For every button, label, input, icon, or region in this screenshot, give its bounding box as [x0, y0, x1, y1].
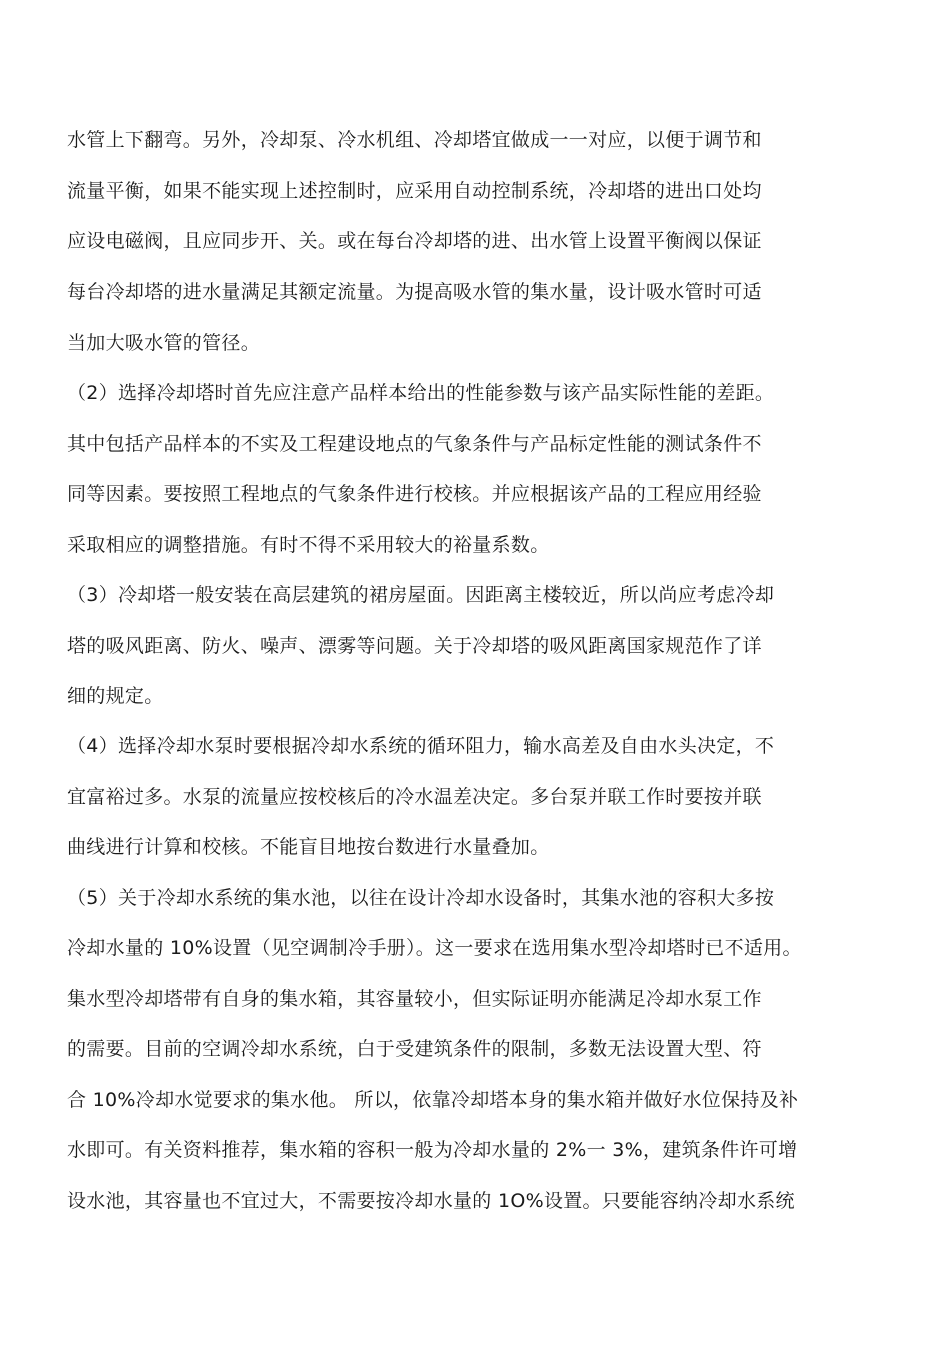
paragraph-line: （2）选择冷却塔时首先应注意产品样本给出的性能参数与该产品实际性能的差距。: [67, 382, 775, 404]
paragraph-line: 每台冷却塔的进水量满足其额定流量。为提高吸水管的集水量，设计吸水管时可适: [67, 281, 762, 303]
paragraph-line: 设水池，其容量也不宜过大，不需要按冷却水量的 1O%设置。只要能容纳冷却水系统: [67, 1190, 795, 1212]
paragraph-line: 同等因素。要按照工程地点的气象条件进行校核。并应根据该产品的工程应用经验: [67, 483, 762, 505]
paragraph-line: 细的规定。: [67, 685, 164, 707]
paragraph-line: 其中包括产品样本的不实及工程建设地点的气象条件与产品标定性能的测试条件不: [67, 433, 762, 455]
paragraph-line: 的需要。目前的空调冷却水系统，白于受建筑条件的限制，多数无法设置大型、符: [67, 1038, 762, 1060]
paragraph-line: 应设电磁阀，且应同步开、关。或在每台冷却塔的进、出水管上设置平衡阀以保证: [67, 230, 762, 252]
paragraph-line: 水管上下翻弯。另外，冷却泵、冷水机组、冷却塔宜做成一一对应，以便于调节和: [67, 129, 762, 151]
paragraph-line: 水即可。有关资料推荐，集水箱的容积一般为冷却水量的 2%一 3%，建筑条件许可增: [67, 1139, 798, 1161]
paragraph-line: 流量平衡，如果不能实现上述控制时，应采用自动控制系统，冷却塔的进出口处均: [67, 180, 762, 202]
paragraph-line: 当加大吸水管的管径。: [67, 332, 261, 354]
paragraph-line: 采取相应的调整措施。有时不得不采用较大的裕量系数。: [67, 534, 550, 556]
paragraph-line: 塔的吸风距离、防火、噪声、漂雾等问题。关于冷却塔的吸风距离国家规范作了详: [67, 635, 762, 657]
paragraph-line: 曲线进行计算和校核。不能盲目地按台数进行水量叠加。: [67, 836, 550, 858]
paragraph-line: 冷却水量的 10%设置（见空调制冷手册）。这一要求在选用集水型冷却塔时已不适用。: [67, 937, 802, 959]
paragraph-line: （5）关于冷却水系统的集水池，以往在设计冷却水设备时，其集水池的容积大多按: [67, 887, 775, 909]
paragraph-line: （4）选择冷却水泵时要根据冷却水系统的循环阻力，输水高差及自由水头决定，不: [67, 735, 775, 757]
paragraph-line: （3）冷却塔一般安装在高层建筑的裙房屋面。因距离主楼较近，所以尚应考虑冷却: [67, 584, 775, 606]
paragraph-line: 集水型冷却塔带有自身的集水箱，其容量较小，但实际证明亦能满足冷却水泵工作: [67, 988, 762, 1010]
paragraph-line: 合 10%冷却水觉要求的集水他。 所以，依靠冷却塔本身的集水箱并做好水位保持及补: [67, 1089, 799, 1111]
paragraph-line: 宜富裕过多。水泵的流量应按校核后的冷水温差决定。多台泵并联工作时要按并联: [67, 786, 762, 808]
